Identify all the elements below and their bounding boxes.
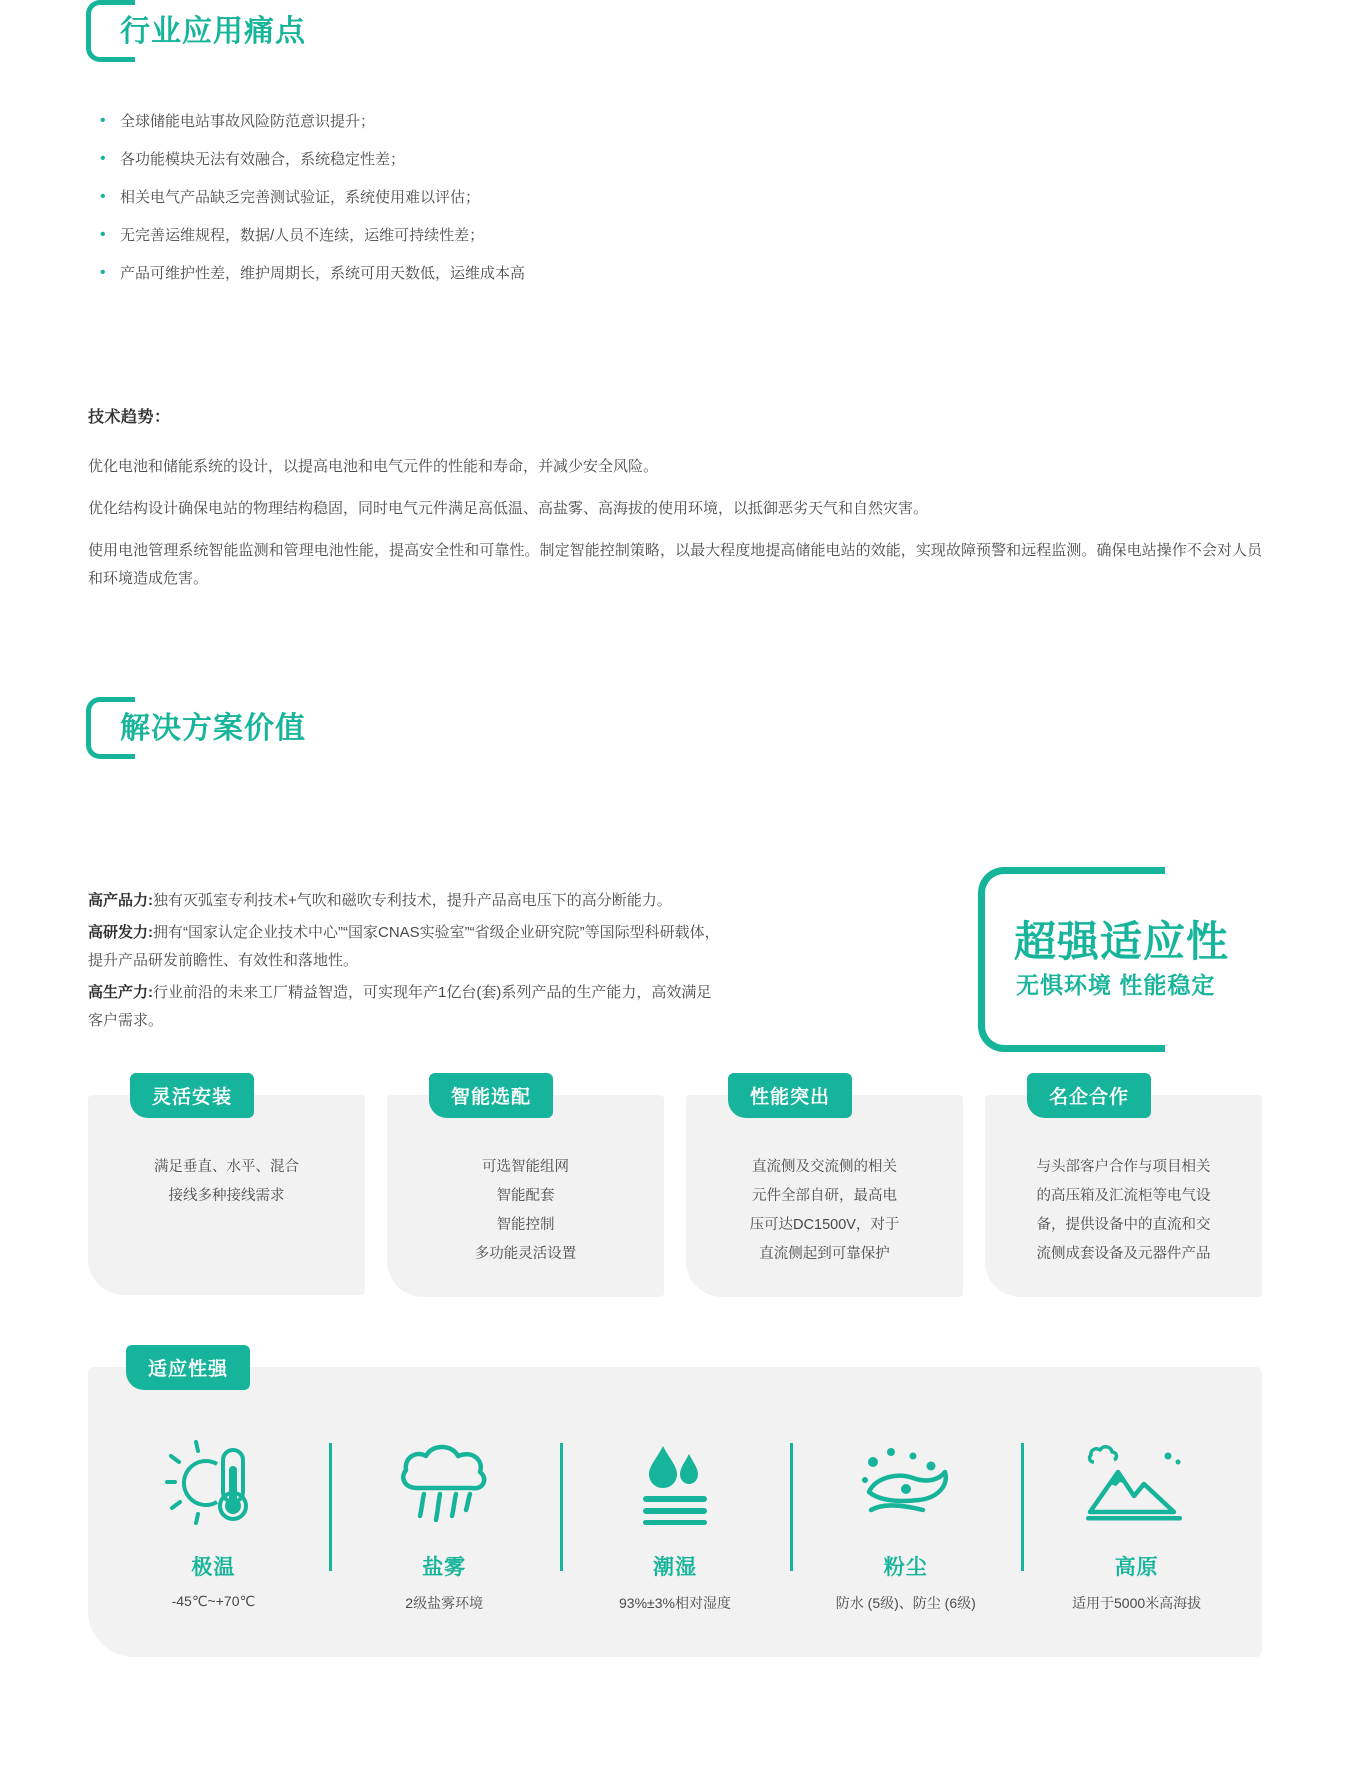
list-item: • 各功能模块无法有效融合，系统稳定性差；: [98, 150, 1260, 170]
feature-card-line: 与头部客户合作与项目相关: [1036, 1159, 1211, 1175]
adaptability-item-desc: 2级盐雾环境: [405, 1595, 484, 1611]
adaptability-item-name: 潮湿: [652, 1556, 697, 1579]
adaptability-item: [1021, 1437, 1252, 1613]
technology-trend-paragraph: 使用电池管理系统智能监测和管理电池性能，提高安全性和可靠性。制定智能控制策略，以最大程度地提高储能电站的效能，实现故障预警和远程监测。确保电站操作不会对人员和环境造成危害。: [88, 542, 1262, 587]
solution-paragraph: [88, 979, 720, 1035]
feature-card-line: 直流侧起到可靠保护: [759, 1246, 890, 1262]
feature-card-body: [1003, 1153, 1244, 1269]
dust-icon: [798, 1437, 1013, 1529]
adaptability-item-name: 盐雾: [422, 1556, 467, 1579]
solution-text: 独有灭弧室专利技术+气吹和磁吹专利技术，提升产品高电压下的高分断能力。: [153, 892, 672, 909]
adaptability-item-name: 极温: [191, 1556, 236, 1579]
feature-card-row: [0, 1087, 1350, 1297]
adaptability-badge: [978, 867, 1228, 1052]
feature-card-line: 智能控制: [496, 1217, 555, 1233]
feature-card-line: 满足垂直、水平、混合: [154, 1159, 299, 1175]
solution-text: 拥有“国家认定企业技术中心”“国家CNAS实验室”“省级企业研究院”等国际型科研载体，提升产品研发前瞻性、有效性和落地性。: [88, 924, 720, 969]
adaptability-item-name: 高原: [1114, 1556, 1159, 1579]
list-item: • 全球储能电站事故风险防范意识提升；: [98, 112, 1260, 132]
temperature-sun-icon: [106, 1437, 321, 1529]
feature-card-line: 可选智能组网: [482, 1159, 569, 1175]
technology-trend-paragraph: 优化电池和储能系统的设计，以提高电池和电气元件的性能和寿命，并减少安全风险。: [88, 458, 659, 475]
badge-headline: 超强适应性: [1014, 918, 1230, 965]
feature-card-tag: 名企合作: [1027, 1073, 1151, 1118]
feature-card: [985, 1087, 1262, 1297]
adaptability-item: [790, 1437, 1021, 1613]
list-item: • 相关电气产品缺乏完善测试验证，系统使用难以评估；: [98, 188, 1260, 208]
pain-points-list: [0, 112, 1350, 284]
solution-value-text: [0, 857, 720, 1035]
feature-card-body: [704, 1153, 945, 1269]
feature-card: [88, 1087, 365, 1295]
adaptability-item: [560, 1437, 791, 1613]
adaptability-item: [98, 1437, 329, 1613]
humidity-drop-icon: [568, 1437, 783, 1529]
mountain-altitude-icon: [1029, 1437, 1244, 1529]
feature-card: [686, 1087, 963, 1297]
adaptability-item: [329, 1437, 560, 1613]
feature-card-line: 接线多种接线需求: [168, 1188, 285, 1204]
list-item: • 无完善运维规程，数据/人员不连续，运维可持续性差；: [98, 226, 1260, 246]
solution-label: 高生产力:: [88, 984, 153, 1001]
salt-fog-cloud-icon: [337, 1437, 552, 1529]
feature-card-tag: 性能突出: [728, 1073, 852, 1118]
adaptability-strip: [88, 1359, 1262, 1657]
feature-card-tag: 灵活安装: [130, 1073, 254, 1118]
adaptability-item-desc: 适用于5000米高海拔: [1072, 1595, 1202, 1611]
solution-text: 行业前沿的未来工厂精益智造，可实现年产1亿台(套)系列产品的生产能力，高效满足客户需求。: [88, 984, 712, 1029]
adaptability-item-desc: 防水 (5级)、防尘 (6级): [835, 1595, 976, 1611]
feature-card-body: [405, 1153, 646, 1269]
feature-card-line: 的高压箱及汇流柜等电气设: [1036, 1188, 1211, 1204]
feature-card-line: 多功能灵活设置: [474, 1246, 577, 1262]
adaptability-strip-tag: 适应性强: [126, 1345, 250, 1390]
solution-label: 高研发力:: [88, 924, 153, 941]
list-item: • 产品可维护性差，维护周期长，系统可用天数低，运维成本高: [98, 264, 1260, 284]
feature-card-line: 备，提供设备中的直流和交: [1036, 1217, 1211, 1233]
solution-value-title: 解决方案价值: [120, 712, 306, 745]
adaptability-item-desc: -45℃~+70℃: [171, 1593, 256, 1609]
feature-card: [387, 1087, 664, 1297]
solution-label: 高产品力:: [88, 892, 153, 909]
feature-card-line: 流侧成套设备及元器件产品: [1036, 1246, 1211, 1262]
feature-card-line: 元件全部自研，最高电: [752, 1188, 897, 1204]
solution-value-body: [0, 857, 1350, 1035]
solution-value-heading: [86, 697, 316, 761]
adaptability-item-desc: 93%±3%相对湿度: [619, 1595, 731, 1611]
feature-card-line: 直流侧及交流侧的相关: [752, 1159, 897, 1175]
adaptability-item-row: [98, 1437, 1252, 1613]
solution-paragraph: [88, 919, 720, 975]
pain-points-heading: [86, 0, 316, 64]
adaptability-item-name: 粉尘: [883, 1556, 928, 1579]
feature-card-line: 压可达DC1500V，对于: [749, 1217, 900, 1233]
technology-trend-paragraph: 优化结构设计确保电站的物理结构稳固，同时电气元件满足高低温、高盐雾、高海拔的使用环境，以抵御恶劣天气和自然灾害。: [88, 500, 929, 517]
solution-paragraph: [88, 887, 720, 915]
pain-points-title: 行业应用痛点: [120, 15, 306, 48]
feature-card-line: 智能配套: [496, 1188, 555, 1204]
badge-subline: 无惧环境 性能稳定: [1016, 972, 1216, 998]
feature-card-body: [106, 1153, 347, 1211]
feature-card-tag: 智能选配: [429, 1073, 553, 1118]
technology-trend-title: 技术趋势：: [88, 409, 171, 426]
technology-trend-block: [0, 404, 1350, 593]
